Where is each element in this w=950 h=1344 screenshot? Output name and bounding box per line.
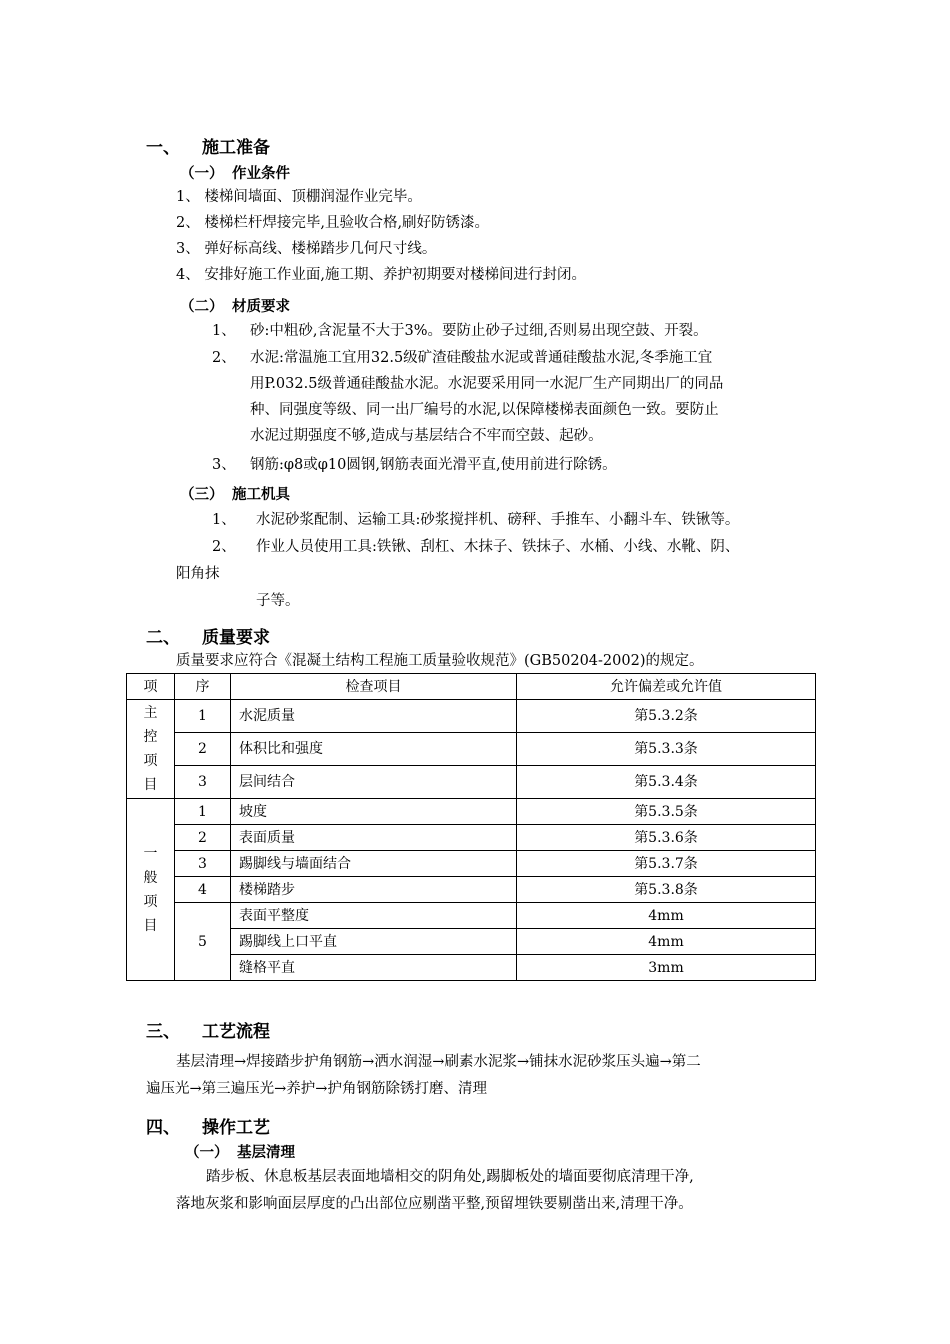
- item-number: 3、: [212, 457, 236, 473]
- cell-item: 水泥质量: [231, 700, 517, 733]
- cell-item: 表面平整度: [231, 903, 517, 929]
- subsection-1-2-number: （二）: [180, 299, 224, 315]
- table-row: [127, 766, 816, 799]
- list-item: 2、 楼梯栏杆焊接完毕,且验收合格,刷好防锈漆。: [176, 215, 490, 231]
- main-control-label: 主 控 项 目: [127, 700, 175, 799]
- subsection-1-2-heading: [180, 295, 290, 316]
- cell-seq: 3: [175, 766, 231, 799]
- table-header-row: [127, 674, 816, 700]
- section-1-title: 施工准备: [202, 138, 270, 158]
- header-sequence: 序: [175, 674, 231, 700]
- section-1-number: 一、: [146, 138, 180, 158]
- cell-item: 缝格平直: [231, 955, 517, 981]
- table-row: [127, 955, 816, 981]
- quality-intro: 质量要求应符合《混凝土结构工程施工质量验收规范》(GB50204-2002)的规定。: [176, 653, 704, 669]
- section-2-title: 质量要求: [202, 628, 270, 648]
- table-row: [127, 825, 816, 851]
- cell-seq: 2: [175, 733, 231, 766]
- material-item-3: [212, 452, 617, 478]
- cell-seq: 1: [175, 799, 231, 825]
- list-item: 1、 楼梯间墙面、顶棚润湿作业完毕。: [176, 189, 422, 205]
- cell-item: 表面质量: [231, 825, 517, 851]
- header-tolerance: 允许偏差或允许值: [517, 674, 816, 700]
- item-text: 水泥砂浆配制、运输工具:砂浆搅拌机、磅秤、手推车、小翻斗车、铁锹等。: [256, 512, 740, 528]
- work-conditions-list: [176, 184, 586, 288]
- item-number: 1、: [212, 323, 236, 339]
- general-item-label: 一 般 项 目: [127, 799, 175, 981]
- cell-value: 第5.3.5条: [517, 799, 816, 825]
- header-category: 项: [127, 674, 175, 700]
- table-row: [127, 903, 816, 929]
- header-inspection-item: 检查项目: [231, 674, 517, 700]
- cell-seq: 4: [175, 877, 231, 903]
- subsection-4-1-title: 基层清理: [237, 1145, 295, 1161]
- text-line: 水泥过期强度不够,造成与基层结合不牢而空鼓、起砂。: [250, 428, 603, 444]
- cell-value: 第5.3.8条: [517, 877, 816, 903]
- cell-seq: 1: [175, 700, 231, 733]
- list-item: 3、 弹好标高线、楼梯踏步几何尺寸线。: [176, 241, 437, 257]
- cell-seq: 2: [175, 825, 231, 851]
- cell-value: 4mm: [517, 903, 816, 929]
- cell-value: 第5.3.7条: [517, 851, 816, 877]
- cell-value: 第5.3.3条: [517, 733, 816, 766]
- process-flow-line-1: 基层清理→焊接踏步护角钢筋→洒水润湿→刷素水泥浆→铺抹水泥砂浆压头遍→第二: [176, 1054, 701, 1070]
- cell-value: 3mm: [517, 955, 816, 981]
- tools-item-2-continued: 子等。: [256, 593, 300, 609]
- section-4-title: 操作工艺: [202, 1118, 270, 1138]
- table-row: [127, 733, 816, 766]
- table-row: [127, 799, 816, 825]
- list-item: 4、 安排好施工作业面,施工期、养护初期要对楼梯间进行封闭。: [176, 267, 586, 283]
- subsection-1-3-heading: [180, 483, 290, 504]
- section-3-title: 工艺流程: [202, 1022, 270, 1042]
- section-3-heading: [146, 1017, 270, 1042]
- section-2-number: 二、: [146, 628, 180, 648]
- cell-item: 楼梯踏步: [231, 877, 517, 903]
- subsection-1-3-number: （三）: [180, 487, 224, 503]
- subsection-1-2-title: 材质要求: [232, 299, 290, 315]
- material-item-2-number: 2、: [212, 350, 236, 366]
- tools-item-2: [212, 534, 739, 560]
- cell-item: 踢脚线上口平直: [231, 929, 517, 955]
- table-row: [127, 877, 816, 903]
- base-cleaning-line-1: 踏步板、休息板基层表面地墙相交的阴角处,踢脚板处的墙面要彻底清理干净,: [206, 1169, 694, 1185]
- cell-value: 4mm: [517, 929, 816, 955]
- section-4-heading: [146, 1113, 270, 1138]
- section-3-number: 三、: [146, 1022, 180, 1042]
- subsection-1-1-title: 作业条件: [232, 166, 290, 182]
- item-text: 钢筋:φ8或φ10圆钢,钢筋表面光滑平直,使用前进行除锈。: [250, 457, 617, 473]
- text-line: 用P.032.5级普通硅酸盐水泥。水泥要采用同一水泥厂生产同期出厂的同品: [250, 376, 724, 392]
- process-flow-line-2: 遍压光→第三遍压光→养护→护角钢筋除锈打磨、清理: [146, 1081, 487, 1097]
- base-cleaning-line-2: 落地灰浆和影响面层厚度的凸出部位应剔凿平整,预留埋铁要剔凿出来,清理干净。: [176, 1196, 693, 1212]
- table-row: [127, 700, 816, 733]
- cell-value: 第5.3.2条: [517, 700, 816, 733]
- table-row: [127, 851, 816, 877]
- tools-item-1: [212, 507, 739, 533]
- material-item-2-text: [250, 345, 723, 449]
- text-line: 水泥:常温施工宜用32.5级矿渣硅酸盐水泥或普通硅酸盐水泥,冬季施工宜: [250, 350, 713, 366]
- quality-table: [126, 673, 816, 981]
- material-item-1: [212, 318, 708, 344]
- text-line: 种、同强度等级、同一出厂编号的水泥,以保障楼梯表面颜色一致。要防止: [250, 402, 719, 418]
- subsection-1-1-heading: [180, 162, 290, 183]
- subsection-4-1-heading: [185, 1141, 295, 1162]
- cell-seq: 5: [175, 903, 231, 981]
- item-text: 砂:中粗砂,含泥量不大于3%。要防止砂子过细,否则易出现空鼓、开裂。: [250, 323, 708, 339]
- cell-value: 第5.3.6条: [517, 825, 816, 851]
- section-2-heading: [146, 623, 270, 648]
- section-1-heading: [146, 133, 270, 158]
- section-4-number: 四、: [146, 1118, 180, 1138]
- subsection-1-1-number: （一）: [180, 166, 224, 182]
- tools-item-2-wrap: 阳角抹: [176, 566, 220, 582]
- subsection-4-1-number: （一）: [185, 1145, 229, 1161]
- subsection-1-3-title: 施工机具: [232, 487, 290, 503]
- item-number: 1、: [212, 512, 236, 528]
- item-number: 2、: [212, 539, 236, 555]
- item-text: 作业人员使用工具:铁锹、刮杠、木抹子、铁抹子、水桶、小线、水靴、阴、: [256, 539, 740, 555]
- table-row: [127, 929, 816, 955]
- cell-seq: 3: [175, 851, 231, 877]
- cell-item: 层间结合: [231, 766, 517, 799]
- cell-item: 踢脚线与墙面结合: [231, 851, 517, 877]
- cell-item: 体积比和强度: [231, 733, 517, 766]
- cell-value: 第5.3.4条: [517, 766, 816, 799]
- cell-item: 坡度: [231, 799, 517, 825]
